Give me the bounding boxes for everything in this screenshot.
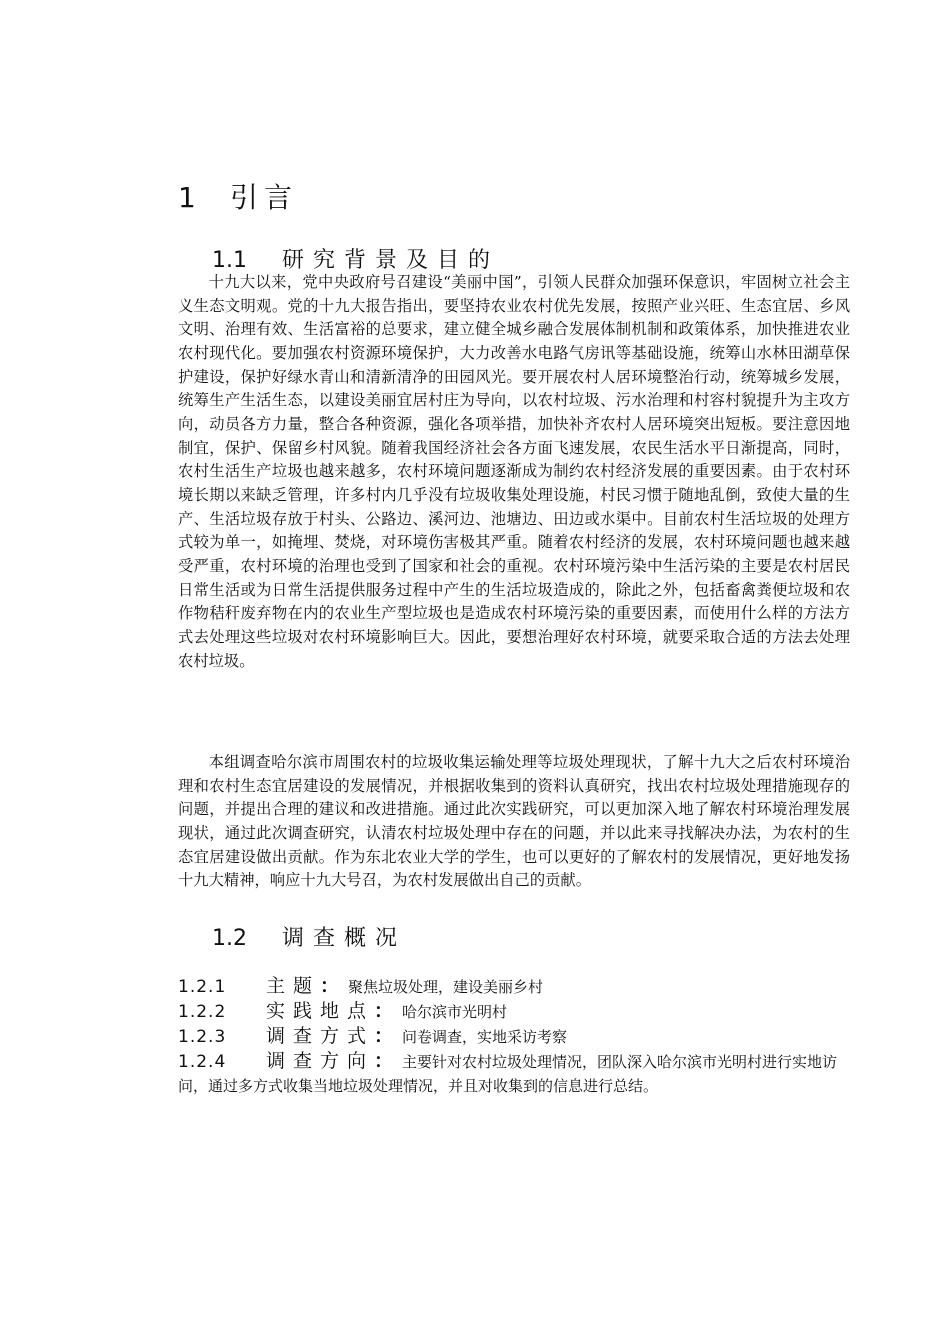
section-heading-1-2	[212, 924, 406, 954]
body-paragraph-1: 十九大以来，党中央政府号召建设“美丽中国”，引领人民群众加强环保意识，牢固树立社会主义生态文明观。党的十九大报告指出，要坚持农业农村优先发展，按照产业兴旺、生态宜居、乡风文明、治理有效、生活富裕的总要求，建立健全城乡融合发展体制机制和政策体系，加快推进农业农村现代化。要加强农村资源环境保护，大力改善水电路气房讯等基础设施，统筹山水林田湖草保护建设，保护好绿水青山和清新清净的田园风光。要开展农村人居环境整治行动，统筹城乡发展，统筹生产生活生态，以建设美丽宜居村庄为导向，以农村垃圾、污水治理和村容村貌提升为主攻方向，动员各方力量，整合各种资源，强化各项举措，加快补齐农村人居环境突出短板。要注意因地制宜，保护、保留乡村风貌。随着我国经济社会各方面飞速发展，农民生活水平日渐提高，同时，农村生活生产垃圾也越来越多，农村环境问题逐渐成为制约农村经济发展的重要因素。由于农村环境长期以来缺乏管理，许多村内几乎没有垃圾收集处理设施，村民习惯于随地乱倒，致使大量的生产、生活垃圾存放于村头、公路边、溪河边、池塘边、田边或水渠中。目前农村生活垃圾的处理方式较为单一，如掩埋、焚烧，对环境伤害极其严重。随着农村经济的发展，农村环境问题也越来越受严重，农村环境的治理也受到了国家和社会的重视。农村环境污染中生活污染的主要是农村居民日常生活或为日常生活提供服务过程中产生的生活垃圾造成的，除此之外，包括畜禽粪便垃圾和农作物秸秆废弃物在内的农业生产型垃圾也是造成农村环境污染的重要因素，而使用什么样的方法方式去处理这些垃圾对农村环境影响巨大。因此，要想治理好农村环境，就要采取合适的方法去处理农村垃圾。	[178, 273, 850, 670]
section-title: 调查概况	[282, 926, 407, 951]
chapter-title: 引言	[230, 181, 299, 214]
survey-item-topic	[178, 975, 850, 1000]
item-number: 1.2.3	[178, 1027, 227, 1047]
item-colon: ：	[320, 975, 340, 997]
item-number: 1.2.1	[178, 977, 227, 997]
item-label: 调查方向	[266, 1050, 375, 1072]
item-value: 聚焦垃圾处理，建设美丽乡村	[348, 978, 544, 996]
section-number: 1.1	[212, 248, 247, 273]
item-label: 主题	[266, 975, 321, 997]
item-label: 调查方式	[266, 1025, 375, 1047]
survey-item-location	[178, 1000, 850, 1025]
section-title: 研究背景及目的	[282, 248, 500, 273]
chapter-number: 1	[178, 181, 196, 214]
item-colon: ：	[374, 1050, 394, 1072]
item-colon: ：	[374, 1025, 394, 1047]
chapter-heading	[178, 178, 298, 218]
survey-item-method	[178, 1025, 850, 1050]
survey-item-direction	[178, 1050, 850, 1098]
item-value: 哈尔滨市光明村	[402, 1003, 508, 1021]
item-value: 主要针对农村垃圾处理情况，团队深入哈尔滨市光明村进行实地访问，通过多方式收集当地垃圾处理情况，并且对收集到的信息进行总结。	[178, 1053, 838, 1095]
item-number: 1.2.4	[178, 1052, 227, 1072]
body-paragraph-2: 本组调查哈尔滨市周围农村的垃圾收集运输处理等垃圾处理现状，了解十九大之后农村环境治理和农村生态宜居建设的发展情况，并根据收集到的资料认真研究，找出农村垃圾处理措施现存的问题，并提出合理的建议和改进措施。通过此次实践研究，可以更加深入地了解农村环境治理发展现状，通过此次调查研究，认清农村垃圾处理中存在的问题，并以此来寻找解决办法，为农村的生态宜居建设做出贡献。作为东北农业大学的学生，也可以更好的了解农村的发展情况，更好地发扬十九大精神，响应十九大号召，为农村发展做出自己的贡献。	[178, 753, 850, 890]
item-label: 实践地点	[266, 1000, 375, 1022]
section-number: 1.2	[212, 926, 247, 951]
item-colon: ：	[374, 1000, 394, 1022]
item-value: 问卷调查，实地采访考察	[402, 1028, 568, 1046]
item-number: 1.2.2	[178, 1002, 227, 1022]
